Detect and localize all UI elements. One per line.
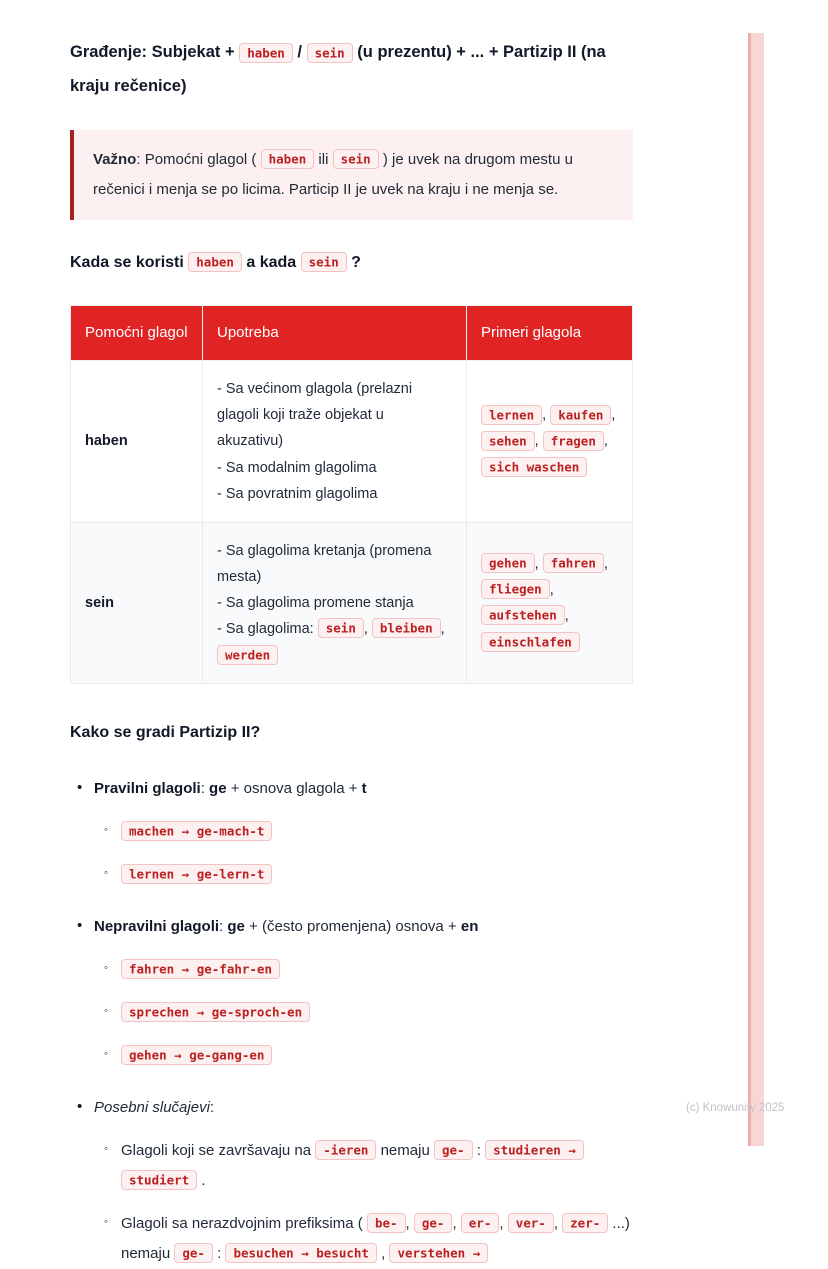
verb-cell-haben: haben bbox=[71, 361, 203, 522]
list-item-text bbox=[94, 774, 367, 804]
list-subitem-prefiksi bbox=[70, 1209, 633, 1269]
code-chip: haben bbox=[239, 43, 293, 63]
usage-line bbox=[217, 455, 452, 481]
code-chip: ge- bbox=[434, 1140, 473, 1160]
header-primeri-glagola: Primeri glagola bbox=[467, 306, 633, 361]
list-subitem-machen bbox=[70, 817, 633, 847]
circle-bullet-icon: ◦ bbox=[104, 1047, 109, 1060]
list-subitem-sprechen bbox=[70, 998, 633, 1028]
text-run: , bbox=[603, 433, 608, 450]
text-run: ? bbox=[346, 253, 361, 271]
code-chip: lernen → ge-lern-t bbox=[121, 864, 272, 884]
text-run: Građenje: Subjekat + bbox=[70, 43, 240, 61]
text-run: - Sa većinom glagola (prelazni glagoli koji traže objekat u akuzativu) bbox=[217, 381, 413, 450]
code-chip: sein bbox=[333, 149, 379, 169]
text-run: Kada se koristi bbox=[70, 253, 189, 271]
heading-kada-se-koristi bbox=[70, 250, 633, 276]
bold-text: ge bbox=[209, 779, 227, 797]
list-subitem-gehen bbox=[70, 1041, 633, 1071]
list-item-text bbox=[121, 1041, 272, 1071]
code-chip: sprechen → ge-sproch-en bbox=[121, 1002, 310, 1022]
circle-bullet-icon: ◦ bbox=[104, 1004, 109, 1017]
examples-cell-haben bbox=[467, 361, 633, 522]
code-chip: be- bbox=[367, 1213, 406, 1233]
list-item-text bbox=[121, 955, 280, 985]
document-content bbox=[70, 36, 633, 1269]
text-run: / bbox=[292, 43, 307, 61]
code-chip: lernen bbox=[481, 405, 542, 425]
text-run: , bbox=[534, 555, 543, 572]
list-item-text bbox=[121, 998, 310, 1028]
bold-text: en bbox=[460, 917, 479, 935]
verb-cell-sein: sein bbox=[71, 522, 203, 683]
list-subitem-fahren bbox=[70, 955, 633, 985]
text-run: Glagoli sa nerazdvojnim prefiksima ( bbox=[121, 1214, 367, 1232]
text-run: - Sa modalnim glagolima bbox=[217, 459, 377, 476]
bold-text: Pravilni glagoli bbox=[94, 779, 201, 797]
code-chip: bleiben bbox=[372, 618, 441, 638]
text-run: ili bbox=[314, 150, 333, 168]
list-item-text bbox=[121, 1136, 633, 1196]
code-chip: ge- bbox=[174, 1243, 213, 1263]
text-run: : Pomoćni glagol ( bbox=[136, 150, 261, 168]
usage-cell-haben bbox=[203, 361, 467, 522]
text-run: . bbox=[197, 1171, 206, 1189]
code-chip: gehen bbox=[481, 553, 535, 573]
code-chip: ge- bbox=[414, 1213, 453, 1233]
header-pomocni-glagol: Pomoćni glagol bbox=[71, 306, 203, 361]
usage-line bbox=[217, 616, 452, 668]
code-chip: fliegen bbox=[481, 579, 550, 599]
text-run: , bbox=[542, 407, 551, 424]
code-chip: einschlafen bbox=[481, 632, 580, 652]
text-run: , bbox=[534, 433, 543, 450]
text-run: nemaju bbox=[376, 1141, 434, 1159]
usage-line bbox=[217, 590, 452, 616]
text-run: (u prezentu) + ... + Partizip II (na kraju rečenice) bbox=[70, 43, 606, 95]
text-run: , bbox=[499, 1214, 508, 1232]
code-chip: zer- bbox=[562, 1213, 608, 1233]
code-chip: gehen → ge-gang-en bbox=[121, 1045, 272, 1065]
circle-bullet-icon: ◦ bbox=[104, 1215, 109, 1228]
code-chip: er- bbox=[461, 1213, 500, 1233]
examples-cell-sein bbox=[467, 522, 633, 683]
text-run: - Sa glagolima kretanja (promena mesta) bbox=[217, 542, 432, 585]
text-run: : bbox=[200, 779, 210, 797]
code-chip: sich waschen bbox=[481, 457, 587, 477]
code-chip: haben bbox=[188, 252, 242, 272]
list-item-text bbox=[94, 912, 478, 942]
list-item-nepravilni-glagoli bbox=[70, 912, 633, 942]
code-chip: haben bbox=[261, 149, 315, 169]
list-item-pravilni-glagoli bbox=[70, 774, 633, 804]
text-run: + (često promenjena) osnova + bbox=[244, 917, 461, 935]
text-run: - Sa glagolima promene stanja bbox=[217, 594, 414, 611]
code-chip: -ieren bbox=[315, 1140, 376, 1160]
text-run: ...) nemaju bbox=[121, 1214, 630, 1262]
text-run: , bbox=[405, 1214, 414, 1232]
usage-cell-sein bbox=[203, 522, 467, 683]
code-chip: machen → ge-mach-t bbox=[121, 821, 272, 841]
list-item-text bbox=[94, 1093, 214, 1123]
text-run: , bbox=[549, 581, 554, 598]
bullet-icon: • bbox=[77, 916, 83, 934]
usage-line bbox=[217, 376, 452, 454]
code-chip: kaufen bbox=[550, 405, 611, 425]
haben-sein-table bbox=[70, 305, 633, 684]
bold-text: Važno bbox=[93, 150, 137, 168]
bold-text: Nepravilni glagoli bbox=[94, 917, 220, 935]
text-run: , bbox=[376, 1244, 390, 1262]
text-run: : bbox=[212, 1244, 226, 1262]
bold-text: ge bbox=[227, 917, 245, 935]
code-chip: besuchen → besucht bbox=[225, 1243, 376, 1263]
text-run: - Sa glagolima: bbox=[217, 620, 318, 637]
code-chip: studieren → studiert bbox=[121, 1140, 584, 1190]
bold-text: t bbox=[361, 779, 367, 797]
circle-bullet-icon: ◦ bbox=[104, 866, 109, 879]
text-run: : bbox=[219, 917, 228, 935]
text-run: - Sa povratnim glagolima bbox=[217, 485, 378, 502]
page-edge-bar bbox=[748, 33, 764, 1146]
text-run: , bbox=[603, 555, 608, 572]
text-run: , bbox=[452, 1214, 461, 1232]
text-run: ) je uvek na drugom mestu u rečenici i menja se po licima. Particip II je uvek na kraju i ne menja se. bbox=[93, 150, 573, 198]
particip-rules-list bbox=[70, 774, 633, 1269]
text-run: : bbox=[209, 1098, 215, 1116]
heading-kako-se-gradi: Kako se gradi Partizip II? bbox=[70, 724, 261, 742]
code-chip: sehen bbox=[481, 431, 535, 451]
text-run: Glagoli koji se završavaju na bbox=[121, 1141, 316, 1159]
italic-text: Posebni slučajevi bbox=[94, 1098, 210, 1116]
code-chip: sein bbox=[301, 252, 347, 272]
code-chip: ver- bbox=[508, 1213, 554, 1233]
text-run: , bbox=[363, 620, 372, 637]
text-run: , bbox=[440, 620, 445, 637]
bullet-icon: • bbox=[77, 778, 83, 796]
callout-vazno bbox=[70, 130, 633, 220]
code-chip: fahren → ge-fahr-en bbox=[121, 959, 280, 979]
text-run: + osnova glagola + bbox=[226, 779, 362, 797]
text-run: , bbox=[564, 607, 569, 624]
text-run: , bbox=[553, 1214, 563, 1232]
code-chip: sein bbox=[318, 618, 364, 638]
table-row-haben bbox=[71, 361, 633, 522]
code-chip: fahren bbox=[543, 553, 604, 573]
usage-line bbox=[217, 538, 452, 590]
text-run: : bbox=[472, 1141, 486, 1159]
header-upotreba: Upotreba bbox=[203, 306, 467, 361]
circle-bullet-icon: ◦ bbox=[104, 823, 109, 836]
callout-text bbox=[93, 145, 614, 205]
list-subitem-lernen bbox=[70, 860, 633, 890]
code-chip: aufstehen bbox=[481, 605, 565, 625]
watermark: (c) Knowunity 2025 bbox=[686, 1102, 785, 1114]
heading-gradjenje bbox=[70, 36, 633, 104]
list-item-posebni-slucajevi bbox=[70, 1093, 633, 1123]
code-chip: werden bbox=[217, 645, 278, 665]
list-item-text bbox=[121, 1209, 633, 1269]
text-run: a kada bbox=[241, 253, 301, 271]
usage-line bbox=[217, 481, 452, 507]
code-chip: sein bbox=[307, 43, 353, 63]
bullet-icon: • bbox=[77, 1097, 83, 1115]
circle-bullet-icon: ◦ bbox=[104, 961, 109, 974]
text-run: , bbox=[611, 407, 616, 424]
list-item-text bbox=[121, 817, 272, 847]
list-item-text bbox=[121, 860, 272, 890]
code-chip: fragen bbox=[543, 431, 604, 451]
circle-bullet-icon: ◦ bbox=[104, 1142, 109, 1155]
table-header-row bbox=[71, 306, 633, 361]
list-subitem-ieren bbox=[70, 1136, 633, 1196]
table-row-sein bbox=[71, 522, 633, 683]
code-chip: verstehen → bbox=[389, 1243, 488, 1263]
